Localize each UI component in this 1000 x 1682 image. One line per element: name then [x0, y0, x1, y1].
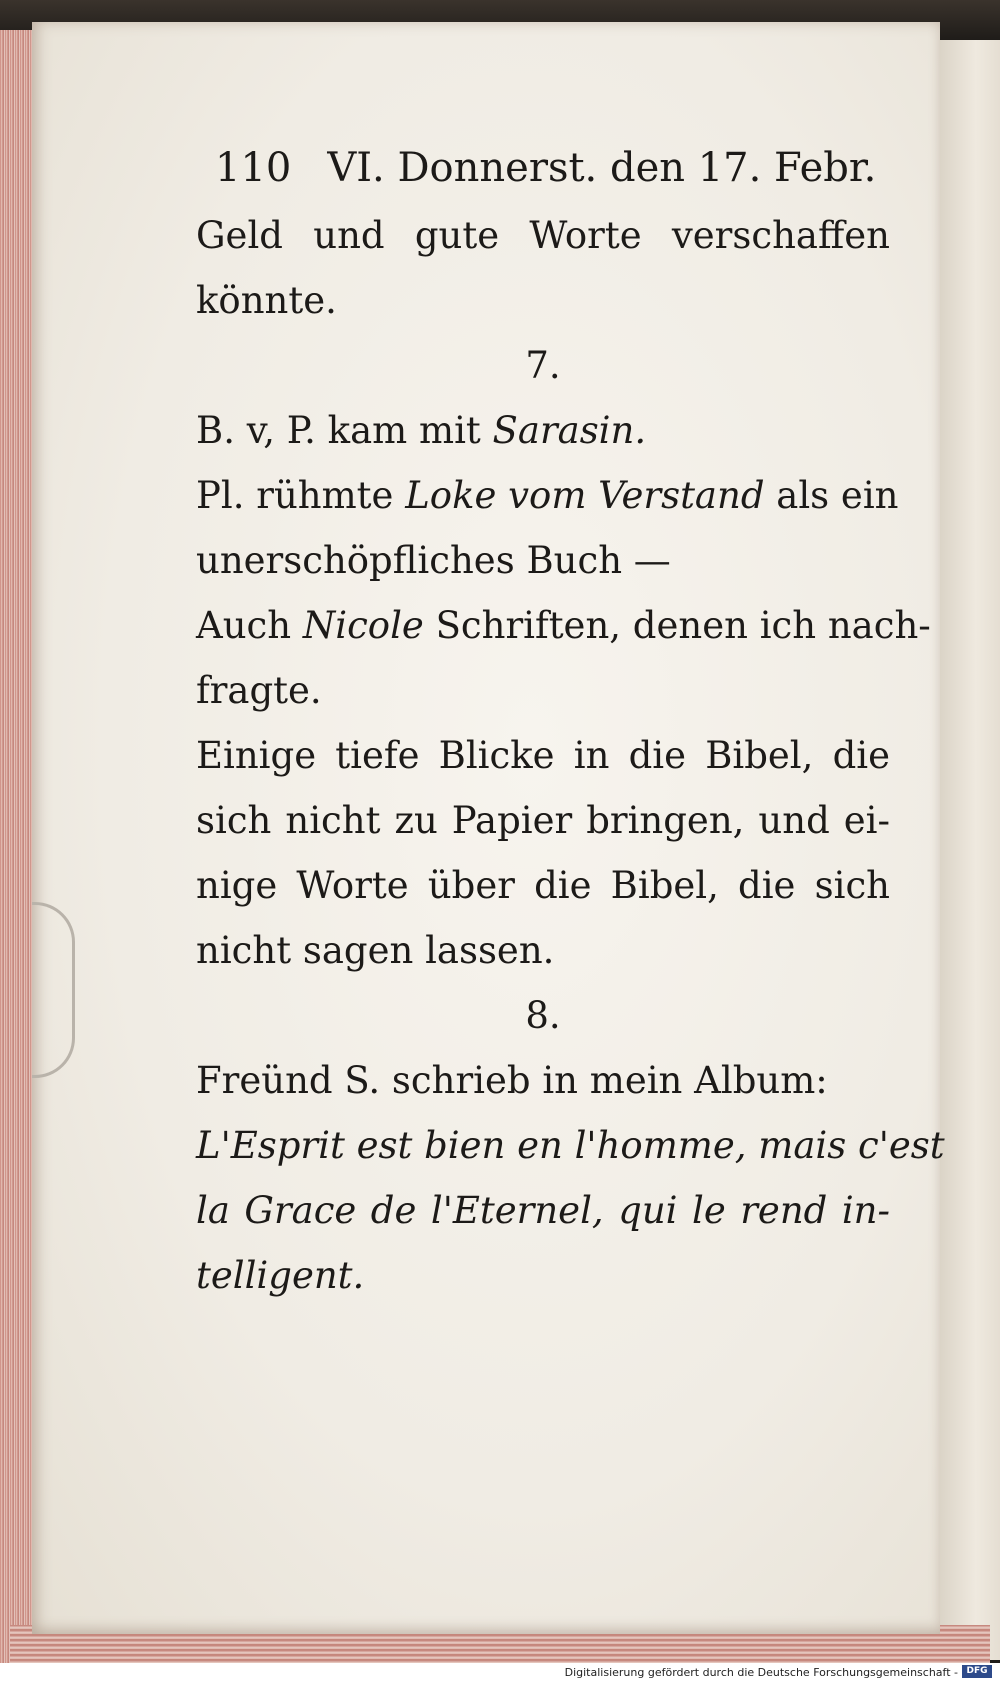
italic-run: la Grace de l'Eternel, qui le rend in-: [196, 1189, 890, 1232]
italic-run: Nicole: [302, 604, 424, 647]
text-line: [196, 602, 931, 650]
text-line: nige Worte über die Bibel, die sich: [196, 864, 890, 907]
text-line: [196, 407, 896, 455]
text-line: könnte.: [196, 279, 337, 322]
paper-clip: [32, 902, 75, 1078]
text-run: als ein: [764, 474, 899, 517]
text-line: [196, 472, 899, 520]
entry-number: 8.: [525, 994, 561, 1037]
italic-line: [196, 1122, 945, 1170]
page-number: 110: [215, 145, 292, 191]
italic-run: Sarasin.: [492, 409, 647, 452]
text-line: unerschöpfliches Buch —: [196, 539, 671, 582]
text-line: nicht sagen lassen.: [196, 929, 555, 972]
facing-page-edge: [935, 40, 1000, 1660]
text-run: Schriften, denen ich nach-: [423, 604, 931, 647]
text-line: fragte.: [196, 669, 322, 712]
entry-number: 7.: [525, 344, 561, 387]
text-line: sich nicht zu Papier bringen, und ei-: [196, 799, 890, 842]
text-line: Geld und gute Worte verschaffen: [196, 214, 890, 257]
funding-credit: Digitalisierung gefördert durch die Deutsche Forschungsgemeinschaft -: [564, 1666, 958, 1679]
text-line: Einige tiefe Blicke in die Bibel, die: [196, 734, 890, 777]
italic-line: [196, 1252, 896, 1300]
text-line: Freünd S. schrieb in mein Album:: [196, 1059, 828, 1102]
italic-run: L'Esprit est bien en l'homme, mais c'est: [196, 1124, 945, 1167]
dfg-logo: DFG: [962, 1665, 992, 1678]
text-run: Auch: [196, 604, 303, 647]
italic-run: Loke vom Verstand: [405, 474, 765, 517]
italic-run: telligent.: [196, 1254, 365, 1297]
running-header: [215, 144, 877, 192]
italic-line: [196, 1187, 890, 1235]
text-run: Pl. rühmte: [196, 474, 406, 517]
text-run: B. v, P. kam mit: [196, 409, 493, 452]
running-title: VI. Donnerst. den 17. Febr.: [327, 145, 877, 191]
